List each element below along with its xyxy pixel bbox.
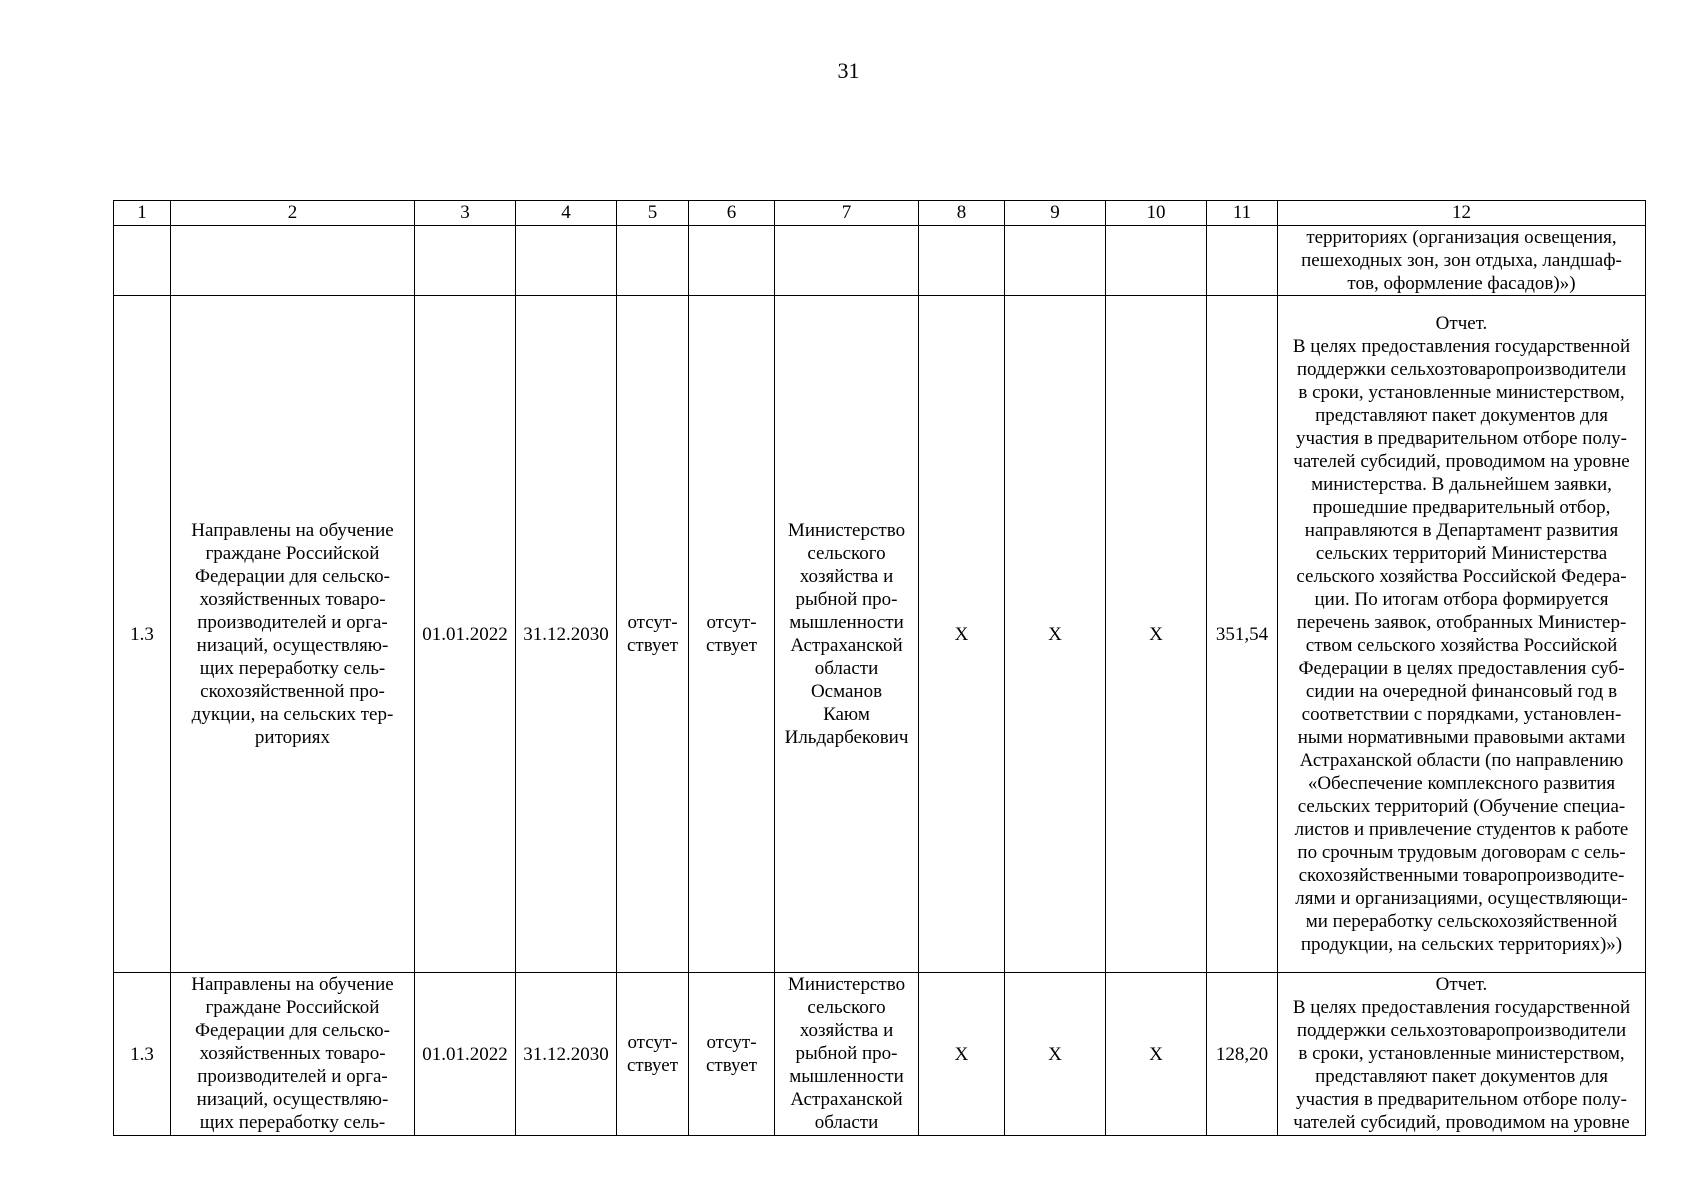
description-cell: Отчет. В целях предоставления государственной поддержки сельхозтоваропроизводители в сроки, установленные министерством, представляют пакет документов для участия в предварительном отборе полу- чателей субсидий, проводимом на уровне: [1278, 973, 1646, 1136]
header-cell-8: 8: [919, 201, 1005, 226]
col9-cell: X: [1005, 296, 1106, 973]
header-cell-9: 9: [1005, 201, 1106, 226]
header-row: [114, 201, 1646, 226]
col10-cell: X: [1106, 973, 1207, 1136]
header-cell-7: 7: [775, 201, 919, 226]
header-cell-1: 1: [114, 201, 171, 226]
amount-cell: 128,20: [1207, 973, 1278, 1136]
empty-cell: [171, 226, 415, 296]
start-date-cell: 01.01.2022: [415, 296, 516, 973]
end-date-cell: 31.12.2030: [516, 973, 617, 1136]
table-row: [114, 973, 1646, 1136]
col6-cell: отсут- ствует: [689, 973, 775, 1136]
responsible-org-cell: Министерство сельского хозяйства и рыбной про- мышленности Астраханской области: [775, 973, 919, 1136]
col8-cell: X: [919, 973, 1005, 1136]
empty-cell: [617, 226, 689, 296]
empty-cell: [1207, 226, 1278, 296]
activity-name-cell: Направлены на обучение граждане Российской Федерации для сельско- хозяйственных товаро- производителей и орга- низаций, осуществляю- щих переработку сель-: [171, 973, 415, 1136]
report-table: [113, 200, 1646, 1136]
col5-cell: отсут- ствует: [617, 973, 689, 1136]
header-cell-5: 5: [617, 201, 689, 226]
empty-cell: [775, 226, 919, 296]
empty-cell: [114, 226, 171, 296]
responsible-org-cell: Министерство сельского хозяйства и рыбной про- мышленности Астраханской области Османов Каюм Ильдарбекович: [775, 296, 919, 973]
page-number: 31: [837, 58, 860, 83]
header-cell-10: 10: [1106, 201, 1207, 226]
empty-cell: [1106, 226, 1207, 296]
activity-name-cell: Направлены на обучение граждане Российской Федерации для сельско- хозяйственных товаро- производителей и орга- низаций, осуществляю- щих переработку сель- скохозяйственной про- дукции, на сельских тер- риториях: [171, 296, 415, 973]
header-cell-11: 11: [1207, 201, 1278, 226]
empty-cell: [1005, 226, 1106, 296]
empty-cell: [516, 226, 617, 296]
start-date-cell: 01.01.2022: [415, 973, 516, 1136]
header-cell-2: 2: [171, 201, 415, 226]
col6-cell: отсут- ствует: [689, 296, 775, 973]
header-cell-6: 6: [689, 201, 775, 226]
header-cell-3: 3: [415, 201, 516, 226]
table-row: [114, 296, 1646, 973]
col5-cell: отсут- ствует: [617, 296, 689, 973]
col8-cell: X: [919, 296, 1005, 973]
row-number-cell: 1.3: [114, 296, 171, 973]
description-cell: территориях (организация освещения, пешеходных зон, зон отдыха, ландшаф- тов, оформление фасадов)»): [1278, 226, 1646, 296]
row-number-cell: 1.3: [114, 973, 171, 1136]
header-cell-12: 12: [1278, 201, 1646, 226]
end-date-cell: 31.12.2030: [516, 296, 617, 973]
empty-cell: [919, 226, 1005, 296]
description-cell: Отчет. В целях предоставления государственной поддержки сельхозтоваропроизводители в сроки, установленные министерством, представляют пакет документов для участия в предварительном отборе полу- чателей субсидий, проводимом на уровне министерства. В дальнейшем заявки, прошедшие предварительный отбор, направляются в Департамент развития сельских территорий Министерства сельского хозяйства Российской Федера- ции. По итогам отбора формируется перечень заявок, отобранных Министер- ством сельского хозяйства Российской Федерации в целях предоставления суб- сидии на очередной финансовый год в соответствии с порядками, установлен- ными нормативными правовыми актами Астраханской области (по направлению «Обеспечение комплексного развития сельских территорий (Обучение специа- листов и привлечение студентов к работе по срочным трудовым договорам с сель- скохозяйственными товаропроизводите- лями и организациями, осуществляющи- ми переработку сельскохозяйственной продукции, на сельских территориях)»): [1278, 296, 1646, 973]
table-row-continuation: [114, 226, 1646, 296]
col10-cell: X: [1106, 296, 1207, 973]
empty-cell: [415, 226, 516, 296]
header-cell-4: 4: [516, 201, 617, 226]
col9-cell: X: [1005, 973, 1106, 1136]
empty-cell: [689, 226, 775, 296]
amount-cell: 351,54: [1207, 296, 1278, 973]
